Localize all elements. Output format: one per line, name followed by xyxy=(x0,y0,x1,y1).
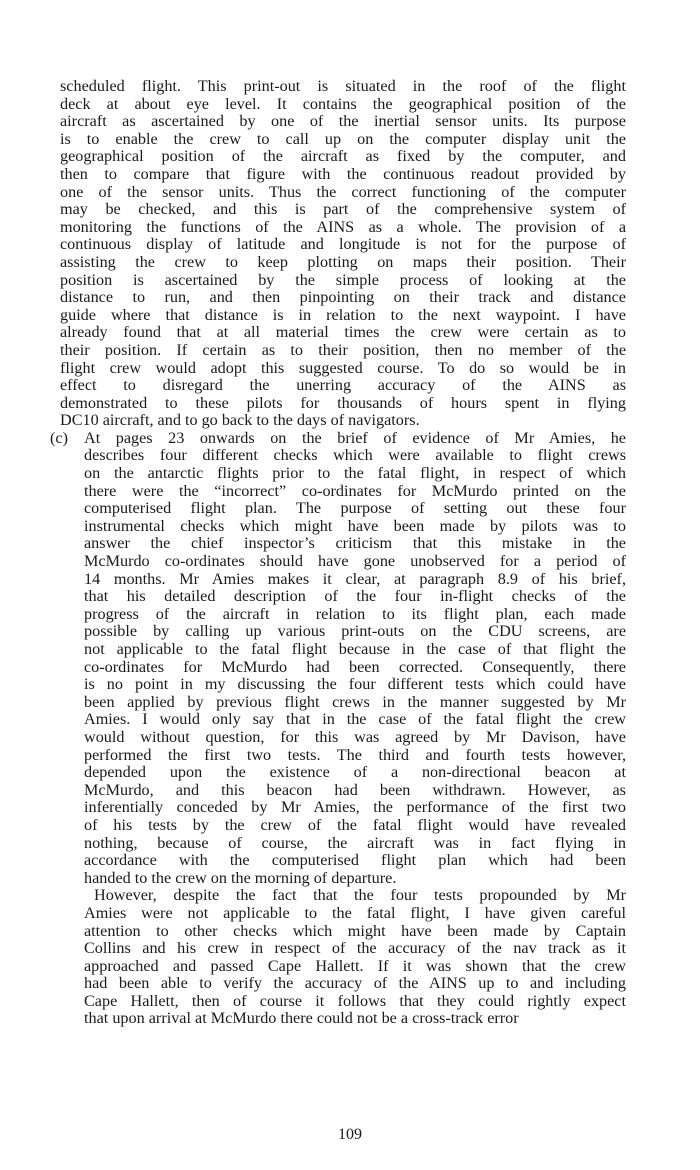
text-line: is to enable the crew to call up on the computer display unit the xyxy=(60,129,626,148)
text-line: geographical position of the aircraft as fixed by the computer, and xyxy=(60,147,626,166)
paragraph-however xyxy=(60,887,626,1028)
text-line: deck at about eye level. It contains the geographical position of the xyxy=(60,94,626,113)
page-number: 109 xyxy=(338,1126,362,1143)
text-line: then to compare that figure with the continuous readout provided by xyxy=(60,164,626,183)
text-line: there were the “incorrect” co-ordinates for McMurdo printed on the xyxy=(84,481,626,500)
text-line: position is ascertained by the simple process of looking at the xyxy=(60,270,626,289)
text-line: Amies were not applicable to the fatal flight, I have given careful xyxy=(84,903,626,922)
text-line: Cape Hallett, then of course it follows that they could rightly expect xyxy=(84,991,626,1010)
text-line: would without question, for this was agreed by Mr Davison, have xyxy=(84,727,626,746)
text-line: performed the first two tests. The third and fourth tests however, xyxy=(84,745,626,764)
text-line: co-ordinates for McMurdo had been corrected. Consequently, there xyxy=(84,657,626,676)
text-line: inferentially conceded by Mr Amies, the performance of the first two xyxy=(84,798,626,817)
text-line: continuous display of latitude and longitude is not for the purpose of xyxy=(60,235,626,254)
text-line: monitoring the functions of the AINS as a whole. The provision of a xyxy=(60,217,626,236)
text-line: flight crew would adopt this suggested course. To do so would be in xyxy=(60,358,626,377)
paragraph-marker: (c) xyxy=(50,428,68,447)
text-line: may be checked, and this is part of the comprehensive system of xyxy=(60,200,626,219)
text-line: that upon arrival at McMurdo there could not be a cross-track error xyxy=(84,1009,519,1028)
text-line: However, despite the fact that the four tests propounded by Mr xyxy=(94,886,626,905)
text-line: handed to the crew on the morning of departure. xyxy=(84,868,397,887)
text-line: not applicable to the fatal flight because in the case of that flight the xyxy=(84,640,626,658)
text-line: accordance with the computerised flight plan which had been xyxy=(84,851,626,870)
text-line: demonstrated to these pilots for thousands of hours spent in flying xyxy=(60,393,626,412)
text-line: describes four different checks which were available to flight crews xyxy=(84,446,626,465)
text-line: McMurdo, and this beacon had been withdrawn. However, as xyxy=(84,780,626,799)
text-line: assisting the crew to keep plotting on maps their position. Their xyxy=(60,252,626,271)
text-line: progress of the aircraft in relation to its flight plan, each made xyxy=(84,604,626,623)
text-line: on the antarctic flights prior to the fatal flight, in respect of which xyxy=(84,464,626,483)
text-line: possible by calling up various print-outs on the CDU screens, are xyxy=(84,622,626,641)
text-line: of his tests by the crew of the fatal flight would have revealed xyxy=(84,815,626,834)
text-line: depended upon the existence of a non-directional beacon at xyxy=(84,763,626,782)
text-line: approached and passed Cape Hallett. If it was shown that the crew xyxy=(84,956,626,975)
text-line: that his detailed description of the four in-flight checks of the xyxy=(84,587,626,606)
text-line: one of the sensor units. Thus the correct functioning of the computer xyxy=(60,182,626,201)
text-line: been applied by previous flight crews in the manner suggested by Mr xyxy=(84,692,626,711)
text-line: attention to other checks which might have been made by Captain xyxy=(84,921,626,940)
text-line: already found that at all material times the crew were certain as to xyxy=(60,323,626,342)
text-line: instrumental checks which might have been made by pilots was to xyxy=(84,516,626,535)
text-line: Amies. I would only say that in the case of the fatal flight the crew xyxy=(84,710,626,729)
text-line: scheduled flight. This print-out is situated in the roof of the flight xyxy=(60,77,626,95)
text-line: aircraft as ascertained by one of the inertial sensor units. Its purpose xyxy=(60,112,626,131)
text-line: effect to disregard the unerring accuracy of the AINS as xyxy=(60,376,626,395)
text-line: DC10 aircraft, and to go back to the days of navigators. xyxy=(60,411,420,430)
text-line: (c) At pages 23 onwards on the brief of evidence of Mr Amies, he xyxy=(50,428,626,447)
text-line: their position. If certain as to their position, then no member of the xyxy=(60,340,626,359)
text-line: 14 months. Mr Amies makes it clear, at paragraph 8.9 of his brief, xyxy=(84,569,626,588)
text-line: computerised flight plan. The purpose of setting out these four xyxy=(84,499,626,518)
paragraph-continuation xyxy=(60,78,626,430)
text-line: nothing, because of course, the aircraft was in fact flying in xyxy=(84,833,626,852)
paragraph-c xyxy=(50,428,626,887)
text-line: guide where that distance is in relation to the next waypoint. I have xyxy=(60,305,626,324)
text-line: answer the chief inspector’s criticism that this mistake in the xyxy=(84,534,626,553)
text-line: McMurdo co-ordinates should have gone unobserved for a period of xyxy=(84,552,626,571)
text-line: Collins and his crew in respect of the accuracy of the nav track as it xyxy=(84,939,626,958)
document-body xyxy=(50,77,626,1028)
text-line: had been able to verify the accuracy of the AINS up to and including xyxy=(84,974,626,993)
text-line: is no point in my discussing the four different tests which could have xyxy=(84,675,626,694)
text-line: distance to run, and then pinpointing on their track and distance xyxy=(60,288,626,307)
